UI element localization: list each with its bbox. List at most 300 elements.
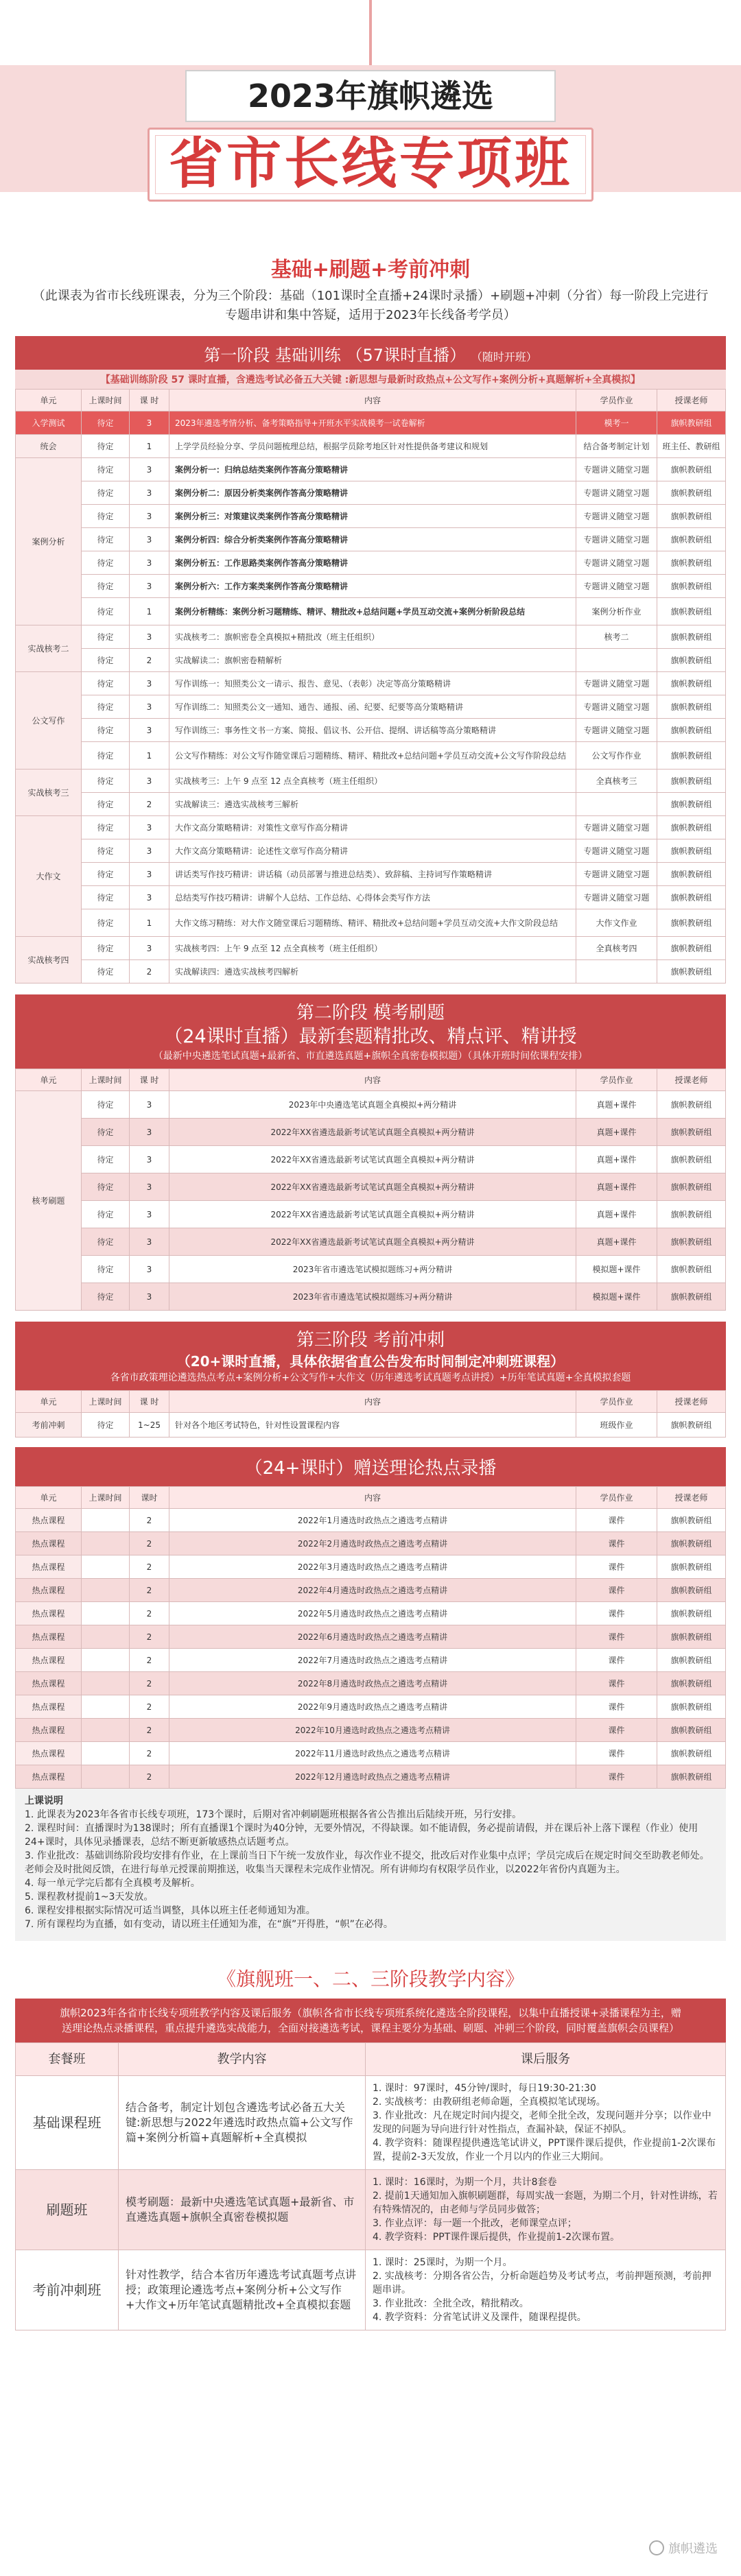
cell-content: 上学学员经验分享、学员问题梳理总结，根据学员除考地区针对性提供备考建议和规划 <box>169 435 576 458</box>
cell-time: 待定 <box>82 695 130 719</box>
cell-content: 针对各个地区考试特色，针对性设置课程内容 <box>169 1413 576 1438</box>
col-content: 内容 <box>169 1487 576 1509</box>
cell-time: 待定 <box>82 412 130 435</box>
course-notes <box>15 1789 726 1941</box>
cell-time: 待定 <box>82 1091 130 1119</box>
cell-teaching-content: 结合备考，制定计划包含遴选考试必备五大关键:新思想与2022年遴选时政热点篇+公文写作篇+案例分析篇+真题解析+全真模拟 <box>119 2076 366 2170</box>
table-row <box>16 2170 726 2250</box>
cell-teacher: 旗帜教研组 <box>657 1555 726 1579</box>
header-banner <box>0 0 741 247</box>
cell-time: 待定 <box>82 551 130 575</box>
class-title-box <box>148 128 593 202</box>
cell-hours: 1 <box>130 909 169 937</box>
table-row <box>16 816 726 839</box>
col-homework: 学员作业 <box>576 1487 657 1509</box>
cell-teacher: 旗帜教研组 <box>657 863 726 886</box>
table-row <box>16 481 726 505</box>
watermark-text: 旗帜遴选 <box>668 2542 718 2556</box>
cell-unit: 热点课程 <box>16 1509 82 1532</box>
stage1-note: （随时开班） <box>471 350 537 363</box>
cell-time: 待定 <box>82 1228 130 1256</box>
cell-homework: 课件 <box>576 1532 657 1555</box>
cell-time: 待定 <box>82 909 130 937</box>
table-row <box>16 1532 726 1555</box>
cell-hours: 2 <box>130 1695 169 1719</box>
cell-time: 待定 <box>82 1146 130 1173</box>
cell-hours: 3 <box>130 625 169 649</box>
cell-after-service: 1. 课时：25课时，为期一个月。 2. 实战核考：分期各省公告，分析命题趋势及考试考点，考前押题预测，考前押题串讲。 3. 作业批改：全批全改，精批精改。 4. 教学资料：分省笔试讲义及课件，随课程提供。 <box>366 2250 726 2330</box>
cell-homework: 专题讲义随堂习题 <box>576 863 657 886</box>
table-row <box>16 1228 726 1256</box>
cell-content: 2022年5月遴选时政热点之遴选考点精讲 <box>169 1602 576 1625</box>
col-package: 套餐班 <box>16 2043 119 2076</box>
cell-homework: 课件 <box>576 1742 657 1765</box>
cell-unit: 实战核考四 <box>16 937 82 983</box>
stage3-desc: 各省市政策理论遴选热点考点+案例分析+公文写作+大作文（历年遴选考试真题考点讲授）+历年笔试真题+全真模拟套题 <box>110 1372 631 1383</box>
note-item: 1. 此课表为2023年各省市长线专项班，173个课时，后期对省冲刺刷题班根据各省公告推出后陆续开班，另行安排。 <box>25 1809 522 1820</box>
cell-hours: 3 <box>130 1146 169 1173</box>
table-row <box>16 1649 726 1672</box>
cell-hours: 3 <box>130 1228 169 1256</box>
cell-time: 待定 <box>82 625 130 649</box>
cell-hours: 3 <box>130 695 169 719</box>
cell-homework: 课件 <box>576 1602 657 1625</box>
cell-hours: 3 <box>130 886 169 909</box>
cell-unit: 入学测试 <box>16 412 82 435</box>
cell-teacher: 旗帜教研组 <box>657 1146 726 1173</box>
cell-homework: 课件 <box>576 1719 657 1742</box>
cell-teacher: 旗帜教研组 <box>657 1532 726 1555</box>
table-row <box>16 625 726 649</box>
cell-homework: 模拟题+课件 <box>576 1283 657 1311</box>
table-row <box>16 742 726 770</box>
cell-time: 待定 <box>82 458 130 481</box>
cell-hours: 3 <box>130 863 169 886</box>
cell-teacher: 旗帜教研组 <box>657 1625 726 1649</box>
table-row <box>16 863 726 886</box>
cell-teacher: 旗帜教研组 <box>657 575 726 598</box>
cell-teacher: 旗帜教研组 <box>657 1742 726 1765</box>
cell-time <box>82 1532 130 1555</box>
col-teaching-content: 教学内容 <box>119 2043 366 2076</box>
cell-after-service: 1. 课时：16课时，为期一个月，共计8套卷 2. 提前1天通知加入旗帜刷题群，每周实战一套题，为期二个月，针对性讲练，若有特殊情况的，由老师与学员同步做答； 3. 作业点评：每一题一个批改，老师课堂点评； 4. 教学资料：PPT课件课后提供，作业提前1-2次课布置。 <box>366 2170 726 2250</box>
table-row <box>16 1509 726 1532</box>
cell-teacher: 旗帜教研组 <box>657 1602 726 1625</box>
stage1-header <box>15 336 726 370</box>
cell-unit: 大作文 <box>16 816 82 937</box>
cell-time: 待定 <box>82 1119 130 1146</box>
table-row <box>16 1742 726 1765</box>
cell-time <box>82 1509 130 1532</box>
bonus-table <box>15 1486 726 1789</box>
stage1-body <box>16 412 726 983</box>
cell-teacher: 旗帜教研组 <box>657 672 726 695</box>
cell-content: 2022年12月遴选时政热点之遴选考点精讲 <box>169 1765 576 1789</box>
stage1-table <box>15 389 726 983</box>
cell-unit: 热点课程 <box>16 1532 82 1555</box>
note-item: 6. 课程安排根据实际情况可适当调整，具体以班主任老师通知为准。 <box>25 1905 316 1916</box>
cell-package: 基础课程班 <box>16 2076 119 2170</box>
flagship-subtitle: 旗帜2023年各省市长线专项班教学内容及课后服务（旗帜各省市长线专项班系统化遴选全阶段课程，以集中直播授课+录播课程为主，赠送理论热点录播课程，重点提升遴选实战能力，全面对接遴选考试，课程主要分为基础、刷题、冲刺三个阶段，同时覆盖旗帜会员课程） <box>15 1999 726 2042</box>
cell-time <box>82 1555 130 1579</box>
cell-homework <box>576 960 657 983</box>
cell-hours: 2 <box>130 1765 169 1789</box>
col-homework: 学员作业 <box>576 390 657 412</box>
table-row <box>16 2250 726 2330</box>
cell-teacher: 旗帜教研组 <box>657 649 726 672</box>
cell-content: 2023年省市遴选笔试模拟题练习+两分精讲 <box>169 1256 576 1283</box>
col-teacher: 授课老师 <box>657 390 726 412</box>
cell-time <box>82 1765 130 1789</box>
cell-hours: 2 <box>130 960 169 983</box>
table-row <box>16 672 726 695</box>
cell-hours: 3 <box>130 528 169 551</box>
cell-teacher: 旗帜教研组 <box>657 598 726 625</box>
cell-unit: 热点课程 <box>16 1579 82 1602</box>
table-row <box>16 575 726 598</box>
cell-content: 讲话类写作技巧精讲：讲话稿（动员部署与推进总结类）、致辞稿、主持词写作策略精讲 <box>169 863 576 886</box>
col-unit: 单元 <box>16 390 82 412</box>
stage3-hours: （20+课时直播，具体依据省直公告发布时间制定冲刺班课程） <box>176 1353 565 1370</box>
cell-teaching-content: 模考刷题：最新中央遴选笔试真题+最新省、市直遴选真题+旗帜全真密卷模拟题 <box>119 2170 366 2250</box>
cell-content: 实战核考三：上午 9 点至 12 点全真核考（班主任组织） <box>169 770 576 793</box>
subtitle: 基础+刷题+考前冲刺 <box>270 258 471 282</box>
cell-homework: 专题讲义随堂习题 <box>576 672 657 695</box>
cell-teacher: 旗帜教研组 <box>657 839 726 863</box>
cell-time: 待定 <box>82 575 130 598</box>
cell-content: 2022年XX省遴选最新考试笔试真题全真模拟+两分精讲 <box>169 1146 576 1173</box>
stage1-section <box>15 336 726 983</box>
flagship-title: 《旗舰班一、二、三阶段教学内容》 <box>216 1968 524 1990</box>
cell-time: 待定 <box>82 863 130 886</box>
col-homework: 学员作业 <box>576 1391 657 1413</box>
table-row <box>16 1413 726 1438</box>
cell-hours: 1 <box>130 598 169 625</box>
cell-teacher: 旗帜教研组 <box>657 1695 726 1719</box>
cell-time: 待定 <box>82 1173 130 1201</box>
cell-time: 待定 <box>82 719 130 742</box>
cell-content: 2022年2月遴选时政热点之遴选考点精讲 <box>169 1532 576 1555</box>
table-row <box>16 909 726 937</box>
note-item: 3. 作业批改：基础训练阶段均安排有作业，在上课前当日下午统一发放作业，每次作业不提交，批改后对作业集中点评；学员完成后在规定时间交至助教老师处。老师会及时批阅反馈，在进行每单元授课前期推送，收集当天课程未完成作业情况。所有讲师均有权限学员作业，以2022年省份内真题为主。 <box>25 1850 709 1875</box>
cell-teacher: 旗帜教研组 <box>657 1201 726 1228</box>
table-row <box>16 695 726 719</box>
cell-content: 案例分析精练：案例分析习题精练、精评、精批改+总结问题+学员互动交流+案例分析阶段总结 <box>169 598 576 625</box>
cell-content: 公文写作精练：对公文写作随堂课后习题精练、精评、精批改+总结问题+学员互动交流+公文写作阶段总结 <box>169 742 576 770</box>
cell-homework: 专题讲义随堂习题 <box>576 458 657 481</box>
cell-content: 实战核考四：上午 9 点至 12 点全真核考（班主任组织） <box>169 937 576 960</box>
cell-hours: 3 <box>130 1119 169 1146</box>
cell-teacher: 旗帜教研组 <box>657 1283 726 1311</box>
cell-package: 刷题班 <box>16 2170 119 2250</box>
table-row <box>16 649 726 672</box>
cell-time: 待定 <box>82 1256 130 1283</box>
cell-homework: 专题讲义随堂习题 <box>576 575 657 598</box>
cell-homework: 专题讲义随堂习题 <box>576 719 657 742</box>
flagship-table <box>15 2042 726 2330</box>
cell-content: 案例分析二：原因分析类案例作答高分策略精讲 <box>169 481 576 505</box>
cell-teacher: 旗帜教研组 <box>657 1173 726 1201</box>
cell-time: 待定 <box>82 742 130 770</box>
col-content: 内容 <box>169 390 576 412</box>
stage1-title: 第一阶段 基础训练 <box>204 346 341 365</box>
cell-content: 2022年9月遴选时政热点之遴选考点精讲 <box>169 1695 576 1719</box>
col-teacher: 授课老师 <box>657 1391 726 1413</box>
table-row <box>16 458 726 481</box>
cell-homework: 真题+课件 <box>576 1091 657 1119</box>
cell-hours: 2 <box>130 649 169 672</box>
cell-homework: 课件 <box>576 1765 657 1789</box>
cell-time <box>82 1602 130 1625</box>
table-row <box>16 435 726 458</box>
col-hours: 课 时 <box>130 1391 169 1413</box>
cell-content: 2022年11月遴选时政热点之遴选考点精讲 <box>169 1742 576 1765</box>
table-row <box>16 1201 726 1228</box>
cell-homework: 课件 <box>576 1555 657 1579</box>
cell-hours: 2 <box>130 1602 169 1625</box>
cell-unit: 热点课程 <box>16 1765 82 1789</box>
col-after-service: 课后服务 <box>366 2043 726 2076</box>
cell-unit: 热点课程 <box>16 1742 82 1765</box>
cell-hours: 1~25 <box>130 1413 169 1438</box>
cell-homework: 全真核考三 <box>576 770 657 793</box>
table-row <box>16 1146 726 1173</box>
cell-content: 写作训练三：事务性文书一方案、简报、倡议书、公开信、提纲、讲话稿等高分策略精讲 <box>169 719 576 742</box>
note-item: 5. 课程教材提前1~3天发放。 <box>25 1892 154 1903</box>
cell-hours: 3 <box>130 575 169 598</box>
cell-hours: 3 <box>130 1173 169 1201</box>
stage1-title-line <box>22 342 719 366</box>
cell-time <box>82 1719 130 1742</box>
table-row <box>16 1602 726 1625</box>
cell-hours: 2 <box>130 1555 169 1579</box>
table-row <box>16 886 726 909</box>
table-row <box>16 793 726 816</box>
cell-teacher: 旗帜教研组 <box>657 505 726 528</box>
col-teacher: 授课老师 <box>657 1069 726 1091</box>
cell-teacher: 旗帜教研组 <box>657 1579 726 1602</box>
cell-teacher: 旗帜教研组 <box>657 458 726 481</box>
cell-homework: 真题+课件 <box>576 1228 657 1256</box>
cell-teacher: 旗帜教研组 <box>657 551 726 575</box>
cell-after-service: 1. 课时：97课时，45分钟/课时，每日19:30-21:30 2. 实战核考：由教研组老师命题，全真模拟笔试现场。 3. 作业批改：凡在规定时间内提交，老师全批全改，发现问题并分享；以作业中发现的问题为导向进行针对性指点，查漏补缺，保证不掉队。 4. 教学资料：随课程提供遴选笔试讲义，PPT课件课后提供，作业提前1-2次课布置，提前2-3天发放，作业一个月以内的作业三大期间。 <box>366 2076 726 2170</box>
cell-content: 写作训练二：知照类公文一通知、通告、通报、函、纪要、纪要等高分策略精讲 <box>169 695 576 719</box>
flagship-header-row <box>16 2043 726 2076</box>
cell-homework: 真题+课件 <box>576 1146 657 1173</box>
cell-content: 实战解读二：旗帜密卷精解析 <box>169 649 576 672</box>
stage1-desc: 【基础训练阶段 57 课时直播，含遴选考试必备五大关键 :新思想与最新时政热点+公文写作+案例分析+真题解析+全真模拟】 <box>15 370 726 389</box>
bonus-section <box>15 1447 726 1789</box>
cell-time: 待定 <box>82 528 130 551</box>
cell-homework: 核考二 <box>576 625 657 649</box>
cell-hours: 2 <box>130 1649 169 1672</box>
cell-time: 待定 <box>82 793 130 816</box>
cell-unit: 热点课程 <box>16 1602 82 1625</box>
table-row <box>16 839 726 863</box>
stage2-hours: （24课时直播）最新套题精批改、精点评、精讲授 <box>164 1026 577 1047</box>
table-row <box>16 2076 726 2170</box>
cell-homework: 班级作业 <box>576 1413 657 1438</box>
cell-time: 待定 <box>82 481 130 505</box>
cell-teacher: 旗帜教研组 <box>657 886 726 909</box>
col-hours: 课 时 <box>130 390 169 412</box>
cell-content: 2022年6月遴选时政热点之遴选考点精讲 <box>169 1625 576 1649</box>
table-row <box>16 1555 726 1579</box>
cell-time: 待定 <box>82 1283 130 1311</box>
wechat-icon <box>649 2540 664 2555</box>
col-teacher: 授课老师 <box>657 1487 726 1509</box>
cell-content: 案例分析四：综合分析类案例作答高分策略精讲 <box>169 528 576 551</box>
cell-hours: 3 <box>130 816 169 839</box>
table-row <box>16 505 726 528</box>
bonus-header <box>15 1447 726 1486</box>
table-row <box>16 1119 726 1146</box>
stage3-title: 第三阶段 考前冲刺 <box>296 1330 445 1350</box>
cell-homework: 模考一 <box>576 412 657 435</box>
flagship-body <box>16 2076 726 2330</box>
cell-teacher: 旗帜教研组 <box>657 1649 726 1672</box>
cell-content: 大作文高分策略精讲：对策性文章写作高分精讲 <box>169 816 576 839</box>
cell-teacher: 旗帜教研组 <box>657 1119 726 1146</box>
cell-teacher: 旗帜教研组 <box>657 909 726 937</box>
cell-teacher: 旗帜教研组 <box>657 481 726 505</box>
stage2-title: 第二阶段 模考刷题 <box>296 1003 445 1023</box>
cell-content: 总结类写作技巧精讲：讲解个人总结、工作总结、心得体会类写作方法 <box>169 886 576 909</box>
cell-unit: 热点课程 <box>16 1719 82 1742</box>
cell-teacher: 旗帜教研组 <box>657 625 726 649</box>
cell-hours: 3 <box>130 1091 169 1119</box>
cell-homework: 课件 <box>576 1509 657 1532</box>
cell-time: 待定 <box>82 839 130 863</box>
cell-content: 2023年省市遴选笔试模拟题练习+两分精讲 <box>169 1283 576 1311</box>
cell-time: 待定 <box>82 1413 130 1438</box>
cell-hours: 3 <box>130 1256 169 1283</box>
cell-time: 待定 <box>82 505 130 528</box>
cell-hours: 2 <box>130 1532 169 1555</box>
cell-hours: 3 <box>130 770 169 793</box>
year-title: 2023年旗帜遴选 <box>185 70 556 122</box>
cell-time: 待定 <box>82 598 130 625</box>
stage2-body <box>16 1091 726 1311</box>
table-row <box>16 1579 726 1602</box>
table-row <box>16 551 726 575</box>
cell-content: 大作文高分策略精讲：论述性文章写作高分精讲 <box>169 839 576 863</box>
cell-teacher: 旗帜教研组 <box>657 1765 726 1789</box>
cell-teacher: 旗帜教研组 <box>657 1672 726 1695</box>
table-row <box>16 770 726 793</box>
cell-hours: 2 <box>130 1672 169 1695</box>
stage1-header-row <box>16 390 726 412</box>
table-row <box>16 1283 726 1311</box>
cell-content: 大作文练习精练：对大作文随堂课后习题精练、精评、精批改+总结问题+学员互动交流+大作文阶段总结 <box>169 909 576 937</box>
cell-teacher: 旗帜教研组 <box>657 960 726 983</box>
cell-hours: 3 <box>130 1201 169 1228</box>
table-row <box>16 1091 726 1119</box>
cell-content: 2022年10月遴选时政热点之遴选考点精讲 <box>169 1719 576 1742</box>
cell-hours: 3 <box>130 458 169 481</box>
col-time: 上课时间 <box>82 1069 130 1091</box>
cell-teacher: 旗帜教研组 <box>657 719 726 742</box>
cell-teacher: 旗帜教研组 <box>657 770 726 793</box>
cell-content: 案例分析三：对策建议类案例作答高分策略精讲 <box>169 505 576 528</box>
cell-hours: 3 <box>130 839 169 863</box>
col-unit: 单元 <box>16 1069 82 1091</box>
cell-content: 2023年中央遴选笔试真题全真模拟+两分精讲 <box>169 1091 576 1119</box>
cell-unit: 热点课程 <box>16 1672 82 1695</box>
table-row <box>16 1625 726 1649</box>
cell-time <box>82 1649 130 1672</box>
cell-homework: 课件 <box>576 1649 657 1672</box>
cell-time <box>82 1672 130 1695</box>
cell-hours: 2 <box>130 1742 169 1765</box>
cell-homework: 专题讲义随堂习题 <box>576 551 657 575</box>
cell-hours: 3 <box>130 481 169 505</box>
cell-content: 2022年1月遴选时政热点之遴选考点精讲 <box>169 1509 576 1532</box>
col-unit: 单元 <box>16 1391 82 1413</box>
cell-homework: 专题讲义随堂习题 <box>576 528 657 551</box>
stage2-header <box>15 994 726 1069</box>
bonus-body <box>16 1509 726 1789</box>
cell-homework <box>576 793 657 816</box>
table-row <box>16 719 726 742</box>
table-row <box>16 1256 726 1283</box>
cell-time: 待定 <box>82 435 130 458</box>
col-time: 上课时间 <box>82 390 130 412</box>
cell-teacher: 旗帜教研组 <box>657 793 726 816</box>
cell-homework <box>576 649 657 672</box>
cell-teacher: 班主任、教研组 <box>657 435 726 458</box>
cell-unit: 实战核考三 <box>16 770 82 816</box>
intro-text: （此课表为省市长线班课表，分为三个阶段：基础（101课时全直播+24课时录播）+刷题+冲刺（分省）每一阶段上完进行专题串讲和集中答疑，适用于2023年长线备考学员） <box>32 289 709 322</box>
cell-content: 案例分析五：工作思路类案例作答高分策略精讲 <box>169 551 576 575</box>
cell-homework: 模拟题+课件 <box>576 1256 657 1283</box>
table-row <box>16 1695 726 1719</box>
cell-content: 2022年7月遴选时政热点之遴选考点精讲 <box>169 1649 576 1672</box>
cell-teacher: 旗帜教研组 <box>657 412 726 435</box>
cell-homework: 专题讲义随堂习题 <box>576 839 657 863</box>
cell-teacher: 旗帜教研组 <box>657 1256 726 1283</box>
cell-content: 2022年XX省遴选最新考试笔试真题全真模拟+两分精讲 <box>169 1228 576 1256</box>
cell-teacher: 旗帜教研组 <box>657 695 726 719</box>
cell-content: 实战解读四：遴选实战核考四解析 <box>169 960 576 983</box>
cell-homework: 专题讲义随堂习题 <box>576 816 657 839</box>
cell-time: 待定 <box>82 886 130 909</box>
cell-content: 案例分析一：归纳总结类案例作答高分策略精讲 <box>169 458 576 481</box>
class-title: 省市长线专项班 <box>169 132 572 195</box>
table-row <box>16 960 726 983</box>
cell-time: 待定 <box>82 770 130 793</box>
watermark <box>649 2539 718 2557</box>
stage1-hours: （57课时直播） <box>346 346 467 365</box>
cell-time <box>82 1579 130 1602</box>
cell-homework: 课件 <box>576 1625 657 1649</box>
cell-hours: 2 <box>130 793 169 816</box>
cell-teacher: 旗帜教研组 <box>657 1228 726 1256</box>
cell-hours: 1 <box>130 435 169 458</box>
cell-unit: 统会 <box>16 435 82 458</box>
cell-unit: 实战核考二 <box>16 625 82 672</box>
stage3-table <box>15 1390 726 1438</box>
cell-time <box>82 1625 130 1649</box>
cell-homework: 专题讲义随堂习题 <box>576 886 657 909</box>
cell-unit: 热点课程 <box>16 1625 82 1649</box>
col-hours: 课时 <box>130 1487 169 1509</box>
col-hours: 课 时 <box>130 1069 169 1091</box>
stage2-section <box>15 994 726 1311</box>
cell-content: 2022年XX省遴选最新考试笔试真题全真模拟+两分精讲 <box>169 1173 576 1201</box>
cell-teacher: 旗帜教研组 <box>657 1091 726 1119</box>
stage2-table <box>15 1069 726 1311</box>
